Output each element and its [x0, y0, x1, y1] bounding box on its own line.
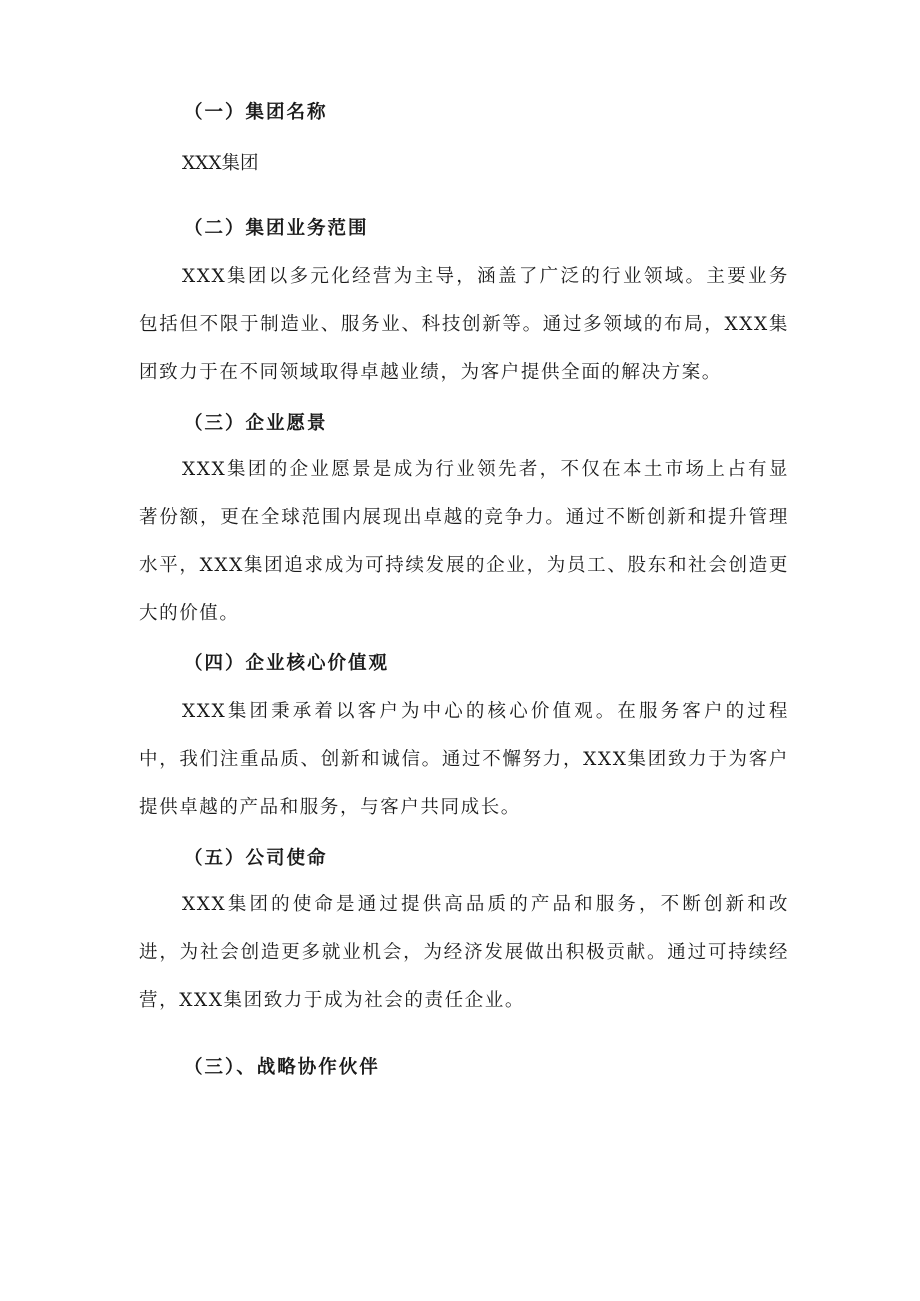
section-heading-mission: （五）公司使命 [184, 848, 328, 869]
mission-paragraph: XXX集团的使命是通过提供高品质的产品和服务，不断创新和改进，为社会创造更多就业机会，为经济发展做出积极贡献。通过可持续经营，XXX集团致力于成为社会的责任企业。 [139, 894, 789, 1011]
section-heading-vision: （三）企业愿景 [184, 413, 328, 434]
section-heading-strategic-partners: （三）、战略协作伙伴 [184, 1057, 380, 1078]
business-scope-paragraph: XXX集团以多元化经营为主导，涵盖了广泛的行业领域。主要业务包括但不限于制造业、服务业、科技创新等。通过多领域的布局，XXX集团致力于在不同领域取得卓越业绩，为客户提供全面的解决方案。 [139, 266, 789, 383]
section-heading-group-name: （一）集团名称 [184, 102, 328, 123]
core-values-paragraph: XXX集团秉承着以客户为中心的核心价值观。在服务客户的过程中，我们注重品质、创新和诚信。通过不懈努力，XXX集团致力于为客户提供卓越的产品和服务，与客户共同成长。 [139, 701, 789, 818]
group-name-text: XXX集团 [182, 153, 259, 174]
vision-paragraph: XXX集团的企业愿景是成为行业领先者，不仅在本土市场上占有显著份额，更在全球范围内展现出卓越的竞争力。通过不断创新和提升管理水平，XXX集团追求成为可持续发展的企业，为员工、股东和社会创造更大的价值。 [139, 459, 789, 624]
section-heading-core-values: （四）企业核心价值观 [184, 653, 390, 674]
section-heading-business-scope: （二）集团业务范围 [184, 218, 369, 239]
